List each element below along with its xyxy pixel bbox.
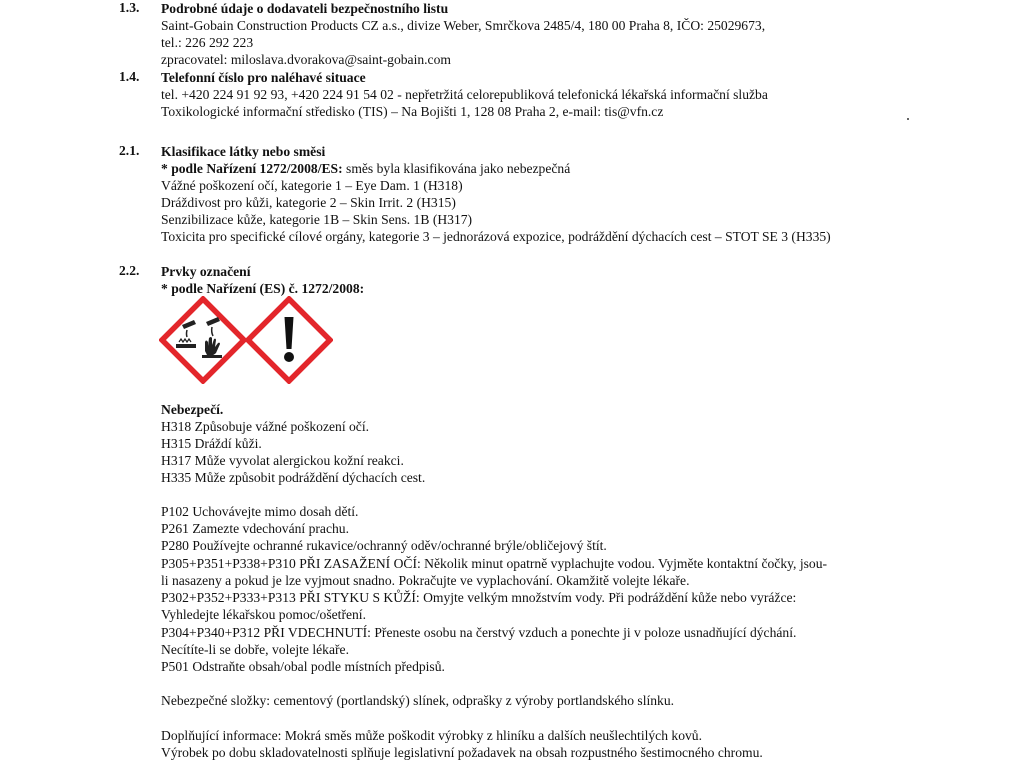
section-number-1-3: 1.3.	[119, 0, 140, 15]
supplier-contact-email: zpracovatel: miloslava.dvorakova@saint-gobain.com	[161, 52, 451, 67]
emergency-phone: tel. +420 224 91 92 93, +420 224 91 54 02 - nepřetržitá celorepubliková telefonická lékařská informační služba	[161, 87, 768, 102]
signal-word: Nebezpečí.	[161, 402, 224, 417]
exclamation-pictogram-icon	[245, 296, 333, 384]
classification-basis	[161, 160, 570, 177]
p-statement: P302+P352+P333+P313 PŘI STYKU S KŮŽÍ: Omyjte velkým množstvím vody. Při podráždění kůže nebo vyrážce:	[161, 590, 797, 605]
p-statement-continued: Vyhledejte lékařskou pomoc/ošetření.	[161, 607, 366, 622]
hazardous-components: Nebezpečné složky: cementový (portlandský) slínek, odprašky z výroby portlandského slínku.	[161, 693, 675, 708]
scan-speck	[907, 118, 909, 120]
classification-item: Dráždivost pro kůži, kategorie 2 – Skin Irrit. 2 (H315)	[161, 195, 456, 210]
classification-item: Vážné poškození očí, kategorie 1 – Eye Dam. 1 (H318)	[161, 178, 463, 193]
h-statement: H318 Způsobuje vážné poškození očí.	[161, 419, 370, 434]
h-statement: H335 Může způsobit podráždění dýchacích cest.	[161, 470, 426, 485]
section-number-2-2: 2.2.	[119, 263, 140, 278]
p-statement-continued: Necítíte-li se dobře, volejte lékaře.	[161, 642, 349, 657]
toxicology-center: Toxikologické informační středisko (TIS) – Na Bojišti 1, 128 08 Praha 2, e-mail: tis@vfn.cz	[161, 104, 664, 119]
section-heading-1-4: Telefonní číslo pro naléhavé situace	[161, 70, 366, 85]
classification-result: směs byla klasifikována jako nebezpečná	[342, 161, 571, 176]
section-heading-1-3: Podrobné údaje o dodavateli bezpečnostního listu	[161, 1, 449, 16]
additional-info: Výrobek po dobu skladovatelnosti splňuje legislativní požadavek na obsah rozpustného šestimocného chromu.	[161, 745, 763, 760]
section-heading-2-2: Prvky označení	[161, 264, 251, 279]
p-statement: P305+P351+P338+P310 PŘI ZASAŽENÍ OČÍ: Několik minut opatrně vyplachujte vodou. Vyjměte kontaktní čočky, jsou-	[161, 556, 828, 571]
p-statement: P501 Odstraňte obsah/obal podle místních předpisů.	[161, 659, 445, 674]
corrosion-pictogram-icon	[159, 296, 247, 384]
additional-info: Doplňující informace: Mokrá směs může poškodit výrobky z hliníku a dalších neušlechtilých kovů.	[161, 728, 702, 743]
section-heading-2-1: Klasifikace látky nebo směsi	[161, 144, 326, 159]
classification-item: Senzibilizace kůže, kategorie 1B – Skin Sens. 1B (H317)	[161, 212, 473, 227]
h-statement: H317 Může vyvolat alergickou kožní reakci.	[161, 453, 404, 468]
regulation-ref: * podle Nařízení 1272/2008/ES:	[161, 161, 343, 176]
supplier-phone: tel.: 226 292 223	[161, 35, 254, 50]
p-statement: P261 Zamezte vdechování prachu.	[161, 521, 349, 536]
p-statement: P102 Uchovávejte mimo dosah dětí.	[161, 504, 359, 519]
p-statement-continued: li nasazeny a pokud je lze vyjmout snadno. Pokračujte ve vyplachování. Okamžitě volejte lékaře.	[161, 573, 690, 588]
section-number-1-4: 1.4.	[119, 69, 140, 84]
section-number-2-1: 2.1.	[119, 143, 140, 158]
p-statement: P280 Používejte ochranné rukavice/ochranný oděv/ochranné brýle/obličejový štít.	[161, 538, 607, 553]
h-statement: H315 Dráždí kůži.	[161, 436, 262, 451]
supplier-address: Saint-Gobain Construction Products CZ a.s., divize Weber, Smrčkova 2485/4, 180 00 Praha 8, IČO: 25029673,	[161, 18, 766, 33]
classification-item: Toxicita pro specifické cílové orgány, kategorie 3 – jednorázová expozice, podráždění dýchacích cest – STOT SE 3 (H335)	[161, 229, 831, 244]
regulation-ref-label: * podle Nařízení (ES) č. 1272/2008:	[161, 281, 365, 296]
p-statement: P304+P340+P312 PŘI VDECHNUTÍ: Přeneste osobu na čerstvý vzduch a ponechte ji v poloze usnadňující dýchání.	[161, 625, 797, 640]
